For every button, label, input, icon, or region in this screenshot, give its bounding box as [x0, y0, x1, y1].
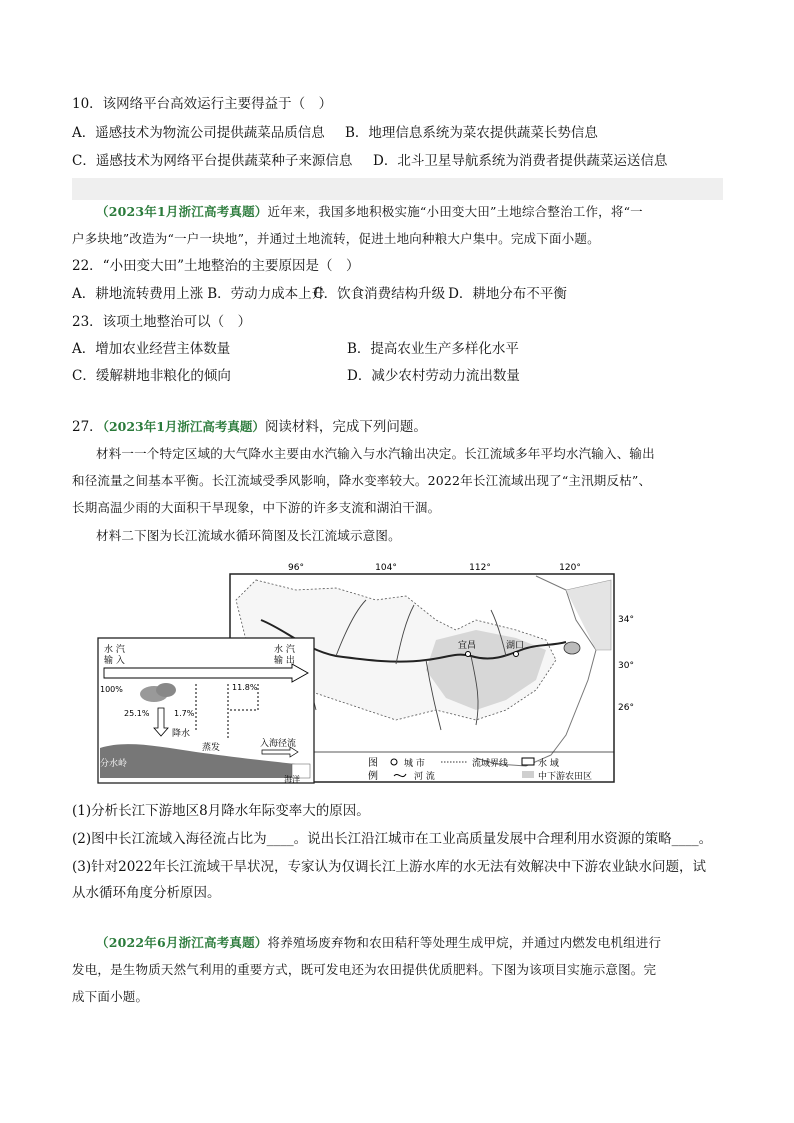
- q27-sub3-line1: (3)针对2022年长江流域干旱状况，专家认为仅调长江上游水库的水无法有效解决中下游农业缺水问题，试: [72, 859, 706, 875]
- city-label-yichang: 宜昌: [458, 641, 477, 651]
- q27-material1-line3: 长期高温少雨的大面积干旱现象，中下游的许多支流和湖泊干涸。: [72, 500, 441, 515]
- cycle-pct-251: 25.1%: [124, 709, 150, 718]
- group2022-line3: 成下面小题。: [72, 989, 149, 1004]
- q10-option-d: D．北斗卫星导航系统为消费者提供蔬菜运送信息: [373, 153, 668, 169]
- q27-heading: [72, 417, 427, 437]
- lon-label: 120°: [559, 563, 581, 573]
- city-label-hukou: 湖口: [506, 641, 525, 651]
- q27-stem: 阅读材料，完成下列问题。: [264, 419, 427, 435]
- q27-material1: [72, 440, 722, 521]
- lon-label: 112°: [469, 563, 491, 573]
- q23-stem: 23．该项土地整治可以（ ）: [72, 314, 252, 330]
- cycle-rain-label: 降水: [172, 729, 191, 739]
- q27-sub2: (2)图中长江流域入海径流占比为____。说出长江沿江城市在工业高质量发展中合理利用水资源的策略____。: [72, 831, 713, 847]
- q27-material1-line2: 和径流量之间基本平衡。长江流域受季风影响，降水变率较大。2022年长江流域出现了“主汛期反枯”、: [72, 473, 652, 488]
- q22-options-row: [72, 284, 567, 304]
- cycle-output-label: 输 出: [274, 656, 295, 666]
- group22-source: （2023年1月浙江高考真题）: [96, 204, 268, 219]
- cloud-icon: [156, 683, 176, 697]
- cycle-output-label: 水 汽: [274, 645, 295, 655]
- q10-option-c: C．遥感技术为网络平台提供蔬菜种子来源信息: [72, 153, 353, 169]
- group2022-source: （2022年6月浙江高考真题）: [96, 935, 268, 950]
- q27-material2-text: 材料二下图为长江流域水循环简图及长江流域示意图。: [96, 528, 401, 543]
- city-marker-hukou: [514, 652, 519, 657]
- legend-title: 图: [368, 758, 378, 769]
- group2022-line2: 发电，是生物质天然气利用的重要方式，既可发电还为农田提供优质肥料。下图为该项目实施示意图。完: [72, 962, 657, 977]
- q10-options-row-1: [72, 123, 598, 143]
- section-divider-band: [72, 178, 723, 200]
- q23-options-row-2: [72, 366, 520, 386]
- q22-option-a: A．耕地流转费用上涨: [72, 286, 204, 302]
- yangtze-figure: [96, 560, 634, 790]
- legend-city-label: 城 市: [404, 759, 425, 769]
- group22-intro-line1: 近年来，我国多地积极实施“小田变大田”土地综合整治工作，将“一: [267, 204, 643, 219]
- group2022-line1: 将养殖场废弃物和农田秸秆等处理生成甲烷，并通过内燃发电机组进行: [267, 935, 662, 950]
- cycle-sea-label: 海洋: [284, 775, 300, 784]
- q23-option-d: D．减少农村劳动力流出数量: [347, 368, 520, 384]
- legend-farm-label: 中下游农田区: [538, 772, 593, 782]
- cycle-pct-118: 11.8%: [232, 683, 258, 692]
- q27-number: 27．: [72, 419, 103, 435]
- cycle-input-label: 水 汽: [104, 645, 125, 655]
- lon-label: 104°: [375, 563, 397, 573]
- q27-material1-line1: 材料一一个特定区域的大气降水主要由水汽输入与水汽输出决定。长江流域多年平均水汽输入、输出: [96, 446, 655, 461]
- legend-boundary-label: 流域界线: [472, 759, 509, 769]
- legend-water-symbol: [522, 758, 534, 765]
- q27-source: （2023年1月浙江高考真题）: [102, 419, 265, 434]
- city-marker-yichang: [466, 652, 471, 657]
- legend-water-label: 水 域: [538, 759, 559, 769]
- cycle-evap-label: 蒸发: [202, 743, 221, 753]
- cycle-runoff-label: 入海径流: [260, 739, 297, 749]
- lake: [564, 642, 580, 654]
- cycle-pct-17: 1.7%: [174, 709, 195, 718]
- q27-sub3-line2: 从水循环角度分析原因。: [72, 885, 221, 901]
- lat-label: 26°: [618, 703, 634, 713]
- q10-options-row-2: [72, 151, 667, 171]
- q10-option-a: A．遥感技术为物流公司提供蔬菜品质信息: [72, 125, 325, 141]
- lat-label: 34°: [618, 615, 634, 625]
- q22-option-b: B．劳动力成本上升: [207, 286, 326, 302]
- legend-city-symbol: [391, 759, 397, 765]
- legend-farm-symbol: [522, 771, 534, 778]
- group22-intro: [72, 198, 722, 252]
- lon-label: 96°: [288, 563, 304, 573]
- group2022-intro: [72, 929, 722, 1010]
- cycle-input-pct: 100%: [100, 685, 123, 694]
- legend-title: 例: [368, 771, 378, 782]
- q22-option-c: C．饮食消费结构升级: [313, 286, 446, 302]
- group22-intro-line2: 户多块地”改造为“一户一块地”，并通过土地流转，促进土地向种粮大户集中。完成下面小题。: [72, 231, 600, 246]
- lat-label: 30°: [618, 661, 634, 671]
- q10-stem: 10．该网络平台高效运行主要得益于（ ）: [72, 96, 333, 112]
- q27-sub1: (1)分析长江下游地区8月降水年际变率大的原因。: [72, 803, 370, 819]
- q10-option-b: B．地理信息系统为菜农提供蔬菜长势信息: [345, 125, 598, 141]
- q22-stem: 22．“小田变大田”土地整治的主要原因是（ ）: [72, 258, 360, 274]
- cycle-divide-label: 分水岭: [100, 759, 128, 769]
- q23-option-b: B．提高农业生产多样化水平: [347, 341, 519, 357]
- q27-material2: [72, 522, 722, 549]
- q23-options-row-1: [72, 339, 519, 359]
- q22-option-d: D．耕地分布不平衡: [448, 286, 567, 302]
- q23-option-a: A．增加农业经营主体数量: [72, 341, 231, 357]
- q23-option-c: C．缓解耕地非粮化的倾向: [72, 368, 231, 384]
- legend-river-label: 河 流: [414, 772, 435, 782]
- cycle-input-label: 输 入: [104, 656, 125, 666]
